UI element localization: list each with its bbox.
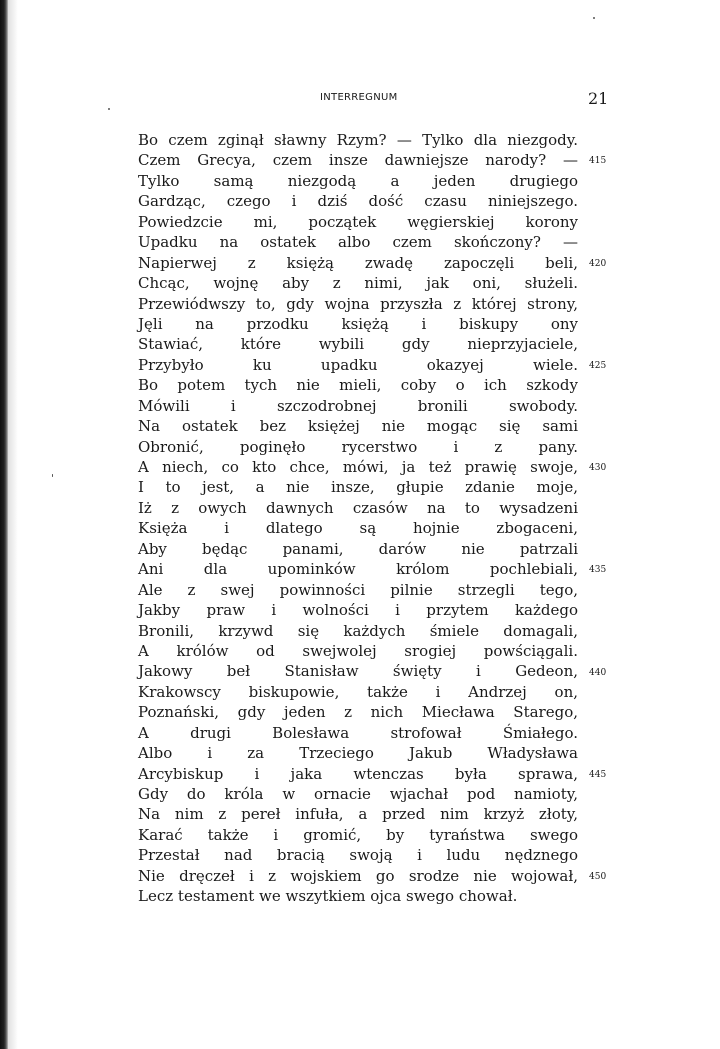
poem-line: Chcąc, wojnę aby z nimi, jak oni, służeli. bbox=[138, 274, 578, 293]
poem-line: A niech, co kto chce, mówi, ja też prawię swoje, bbox=[138, 458, 578, 476]
verse-number: 435 bbox=[589, 565, 607, 576]
poem-line: I to jest, a nie insze, głupie zdanie moje, bbox=[138, 478, 578, 497]
poem-text bbox=[138, 130, 578, 907]
poem-line: Księża i dlatego są hojnie zbogaceni, bbox=[138, 519, 578, 538]
poem-line: Upadku na ostatek albo czem skończony? — bbox=[138, 233, 578, 252]
page-number: 21 bbox=[588, 89, 609, 108]
poem-line: Na ostatek bez księżej nie mogąc się sami bbox=[138, 417, 578, 436]
poem-line: Jęli na przodku księżą i biskupy ony bbox=[138, 314, 578, 333]
poem-line: Gardząc, czego i dziś dość czasu niniejszego. bbox=[138, 192, 578, 211]
poem-line: Obronić, poginęło rycerstwo i z pany. bbox=[138, 437, 578, 456]
poem-line: Mówili i szczodrobnej bronili swobody. bbox=[138, 396, 578, 415]
poem-line: Bo potem tych nie mieli, coby o ich szkody bbox=[138, 376, 578, 395]
poem-line: Krakowscy biskupowie, także i Andrzej on, bbox=[138, 682, 578, 701]
poem-line: Gdy do króla w ornacie wjachał pod namioty, bbox=[138, 785, 578, 803]
verse-number: 445 bbox=[589, 769, 607, 780]
book-binding-edge bbox=[0, 0, 8, 1049]
poem-line: Ale z swej powinności pilnie strzegli tego, bbox=[138, 580, 578, 599]
poem-line: Przybyło ku upadku okazyej wiele. bbox=[138, 355, 578, 374]
poem-line: A królów od swejwolej srogiej powściągali. bbox=[138, 641, 578, 660]
poem-line: Ani dla upominków królom pochlebiali, bbox=[138, 560, 578, 579]
poem-line: Lecz testament we wszytkiem ojca swego chował. bbox=[138, 887, 518, 906]
running-head: INTERREGNUM bbox=[320, 92, 398, 103]
poem-line: Bronili, krzywd się każdych śmiele domagali, bbox=[138, 621, 578, 640]
verse-number: 450 bbox=[589, 872, 607, 883]
poem-line: Jakby praw i wolności i przytem każdego bbox=[138, 601, 578, 620]
poem-line: Bo czem zginął sławny Rzym? — Tylko dla niezgody. bbox=[138, 131, 578, 149]
poem-line: Powiedzcie mi, początek węgierskiej korony bbox=[138, 212, 578, 231]
verse-number: 415 bbox=[589, 156, 607, 167]
poem-line: Karać także i gromić, by tyraństwa swego bbox=[138, 825, 578, 844]
poem-line: A drugi Bolesława strofował Śmiałego. bbox=[138, 723, 578, 742]
poem-line: Przewiódwszy to, gdy wojna przyszła z której strony, bbox=[138, 294, 578, 313]
poem-line: Na nim z pereł infuła, a przed nim krzyż złoty, bbox=[138, 805, 578, 824]
poem-line: Przestał nad bracią swoją i ludu nędznego bbox=[138, 846, 578, 865]
poem-line: Tylko samą niezgodą a jeden drugiego bbox=[138, 171, 578, 190]
poem-line: Stawiać, które wybili gdy nieprzyjaciele, bbox=[138, 335, 578, 354]
poem-line: Czem Grecya, czem insze dawniejsze narody? — bbox=[138, 151, 578, 170]
poem-line: Arcybiskup i jaka wtenczas była sprawa, bbox=[138, 764, 578, 783]
poem-line: Aby będąc panami, darów nie patrzali bbox=[138, 539, 578, 558]
binding-shadow bbox=[8, 0, 18, 1049]
verse-number: 420 bbox=[589, 258, 607, 269]
verse-number: 440 bbox=[589, 667, 607, 678]
verse-number: 425 bbox=[589, 360, 607, 371]
poem-line: Iż z owych dawnych czasów na to wysadzeni bbox=[138, 498, 578, 517]
verse-number: 430 bbox=[589, 463, 607, 474]
poem-line: Poznański, gdy jeden z nich Miecława Starego, bbox=[138, 703, 578, 722]
paper-speck bbox=[108, 108, 110, 110]
poem-line: Nie dręczeł i z wojskiem go srodze nie wojował, bbox=[138, 866, 578, 885]
paper-speck bbox=[52, 474, 53, 477]
poem-line: Jakowy beł Stanisław święty i Gedeon, bbox=[138, 662, 578, 681]
paper-speck bbox=[593, 17, 595, 19]
poem-line: Napierwej z księżą zwadę zapoczęli beli, bbox=[138, 253, 578, 272]
poem-line: Albo i za Trzeciego Jakub Władysława bbox=[138, 744, 578, 763]
